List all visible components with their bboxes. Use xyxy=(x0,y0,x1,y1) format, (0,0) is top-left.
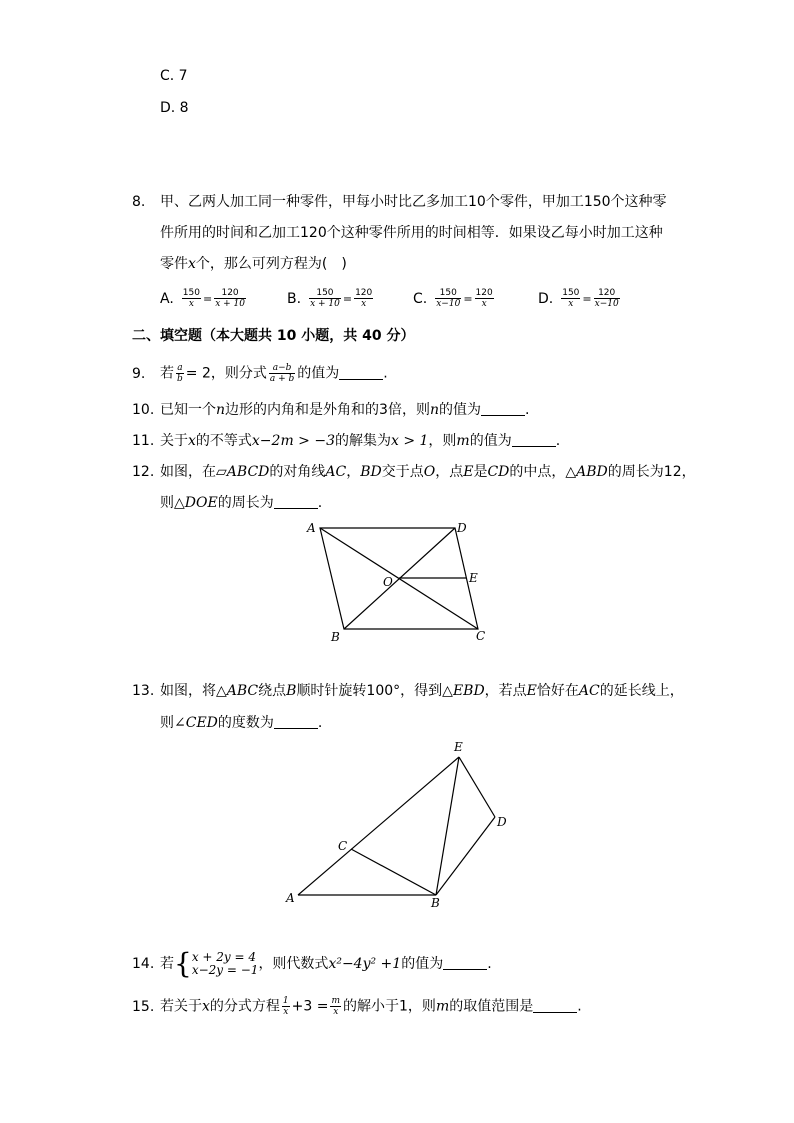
question-13-line-2: 则∠CED的度数为 . xyxy=(160,715,323,731)
label-C: C xyxy=(476,629,486,643)
label-D: D xyxy=(457,521,467,535)
label-C: C xyxy=(338,839,348,853)
label-B: B xyxy=(431,896,440,910)
answer-blank[interactable] xyxy=(443,955,487,970)
question-12-line-2: 则△DOE的周长为 . xyxy=(160,495,323,511)
question-12-line-1: 12. 如图，在▱ABCD的对角线AC，BD交于点O，点E是CD的中点，△ABD的周长为12， xyxy=(132,464,696,480)
question-13-line-1: 13. 如图，将△ABC绕点B顺时针旋转100°，得到△EBD，若点E恰好在AC的延长线上， xyxy=(132,683,684,699)
question-8-line-2: 件所用的时间和乙加工120个这种零件所用的时间相等．如果设乙每小时加工这种 xyxy=(160,225,663,241)
question-11: 11. 关于x的不等式x−2m > −3的解集为x > 1，则m的值为 . xyxy=(132,433,561,449)
label-B: B xyxy=(331,630,340,644)
answer-blank[interactable] xyxy=(533,998,577,1013)
question-number: 8. xyxy=(132,194,146,210)
option-d[interactable]: D. $\frac{150}{x}$ = $\frac{120}{x-10}$ xyxy=(538,288,619,309)
label-A: A xyxy=(307,521,316,535)
option-c[interactable]: C. $\frac{150}{x-10}$ = $\frac{120}{x}$ xyxy=(413,288,493,309)
option-a[interactable]: A. $\frac{150}{x}$ = $\frac{120}{x + 10}$ xyxy=(160,288,245,309)
question-15: 15. 若关于x的分式方程 $\frac{1}{x}$ +3 = $\frac{m}{x}$ 的解小于1，则m的取值范围是 . xyxy=(132,996,582,1017)
question-8-line-3: 零件x个，那么可列方程为( ) xyxy=(160,256,347,272)
section-heading: 二、填空题（本大题共 10 小题，共 40 分） xyxy=(132,328,415,344)
label-E: E xyxy=(469,571,478,585)
question-9: 9. 若 $\frac{a}{b}$ = 2，则分式 $\frac{a-b}{a + b}$ 的值为 . xyxy=(132,363,388,384)
label-A: A xyxy=(286,891,295,905)
label-E: E xyxy=(454,740,463,754)
option-c-prev: C. 7 xyxy=(160,68,188,84)
option-b[interactable]: B. $\frac{150}{x + 10}$ = $\frac{120}{x}$ xyxy=(287,288,373,309)
label-O: O xyxy=(383,575,393,589)
label-D: D xyxy=(497,815,507,829)
question-14: 14. 若{ x + 2y = 4 x−2y = −1 ，则代数式x²−4y² +1的值为 . xyxy=(132,947,492,980)
question-10: 10. 已知一个n边形的内角和是外角和的3倍，则n的值为 . xyxy=(132,402,530,418)
question-8-line-1: 8. 甲、乙两人加工同一种零件，甲每小时比乙多加工10个零件，甲加工150个这种零 xyxy=(132,194,667,210)
option-d-prev: D. 8 xyxy=(160,100,189,116)
